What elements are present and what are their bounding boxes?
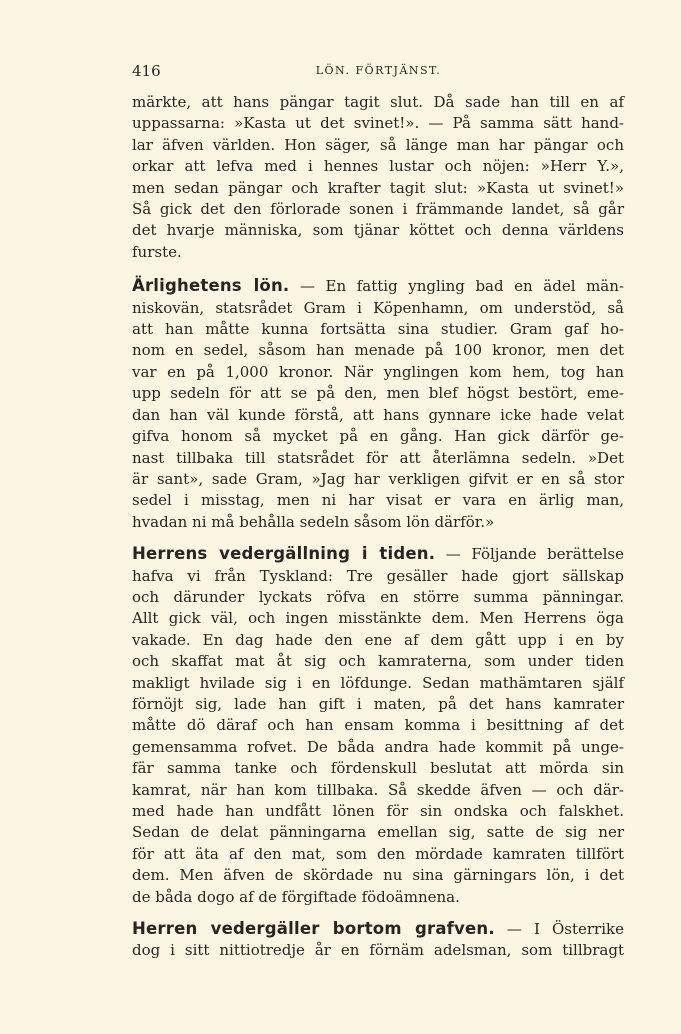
running-head: LÖN. FÖRTJÄNST. bbox=[315, 64, 442, 77]
text-line: dog i sitt nittiotredje år en förnäm adelsman, som tillbragt bbox=[132, 941, 624, 960]
text-line: nom en sedel, såsom han menade på 100 kronor, men det bbox=[132, 341, 624, 360]
section-first-line bbox=[132, 275, 624, 297]
page-header bbox=[132, 62, 625, 84]
text-line: Sedan de delat pänningarna emellan sig, satte de sig ner bbox=[132, 823, 624, 842]
text-line: märkte, att hans pängar tagit slut. Då sade han till en af bbox=[132, 93, 624, 111]
text-line: Allt gick väl, och ingen misstänkte dem. Men Herrens öga bbox=[132, 609, 624, 628]
page-number: 416 bbox=[132, 62, 161, 80]
section-herrens-vedergallning bbox=[132, 543, 624, 908]
text-line: och därunder lyckats röfva en större summa pänningar. bbox=[132, 587, 624, 606]
text-line: sedel i misstag, men ni har visat er vara en ärlig man, bbox=[132, 491, 624, 510]
text-line: och skaffat mat åt sig och kamraterna, som under tiden bbox=[132, 652, 624, 671]
section-heading: Ärlighetens lön. bbox=[132, 276, 290, 296]
text-line: gifva honom så mycket på en gång. Han gick därför ge- bbox=[132, 427, 624, 446]
text-line: dem. Men äfven de skördade nu sina gärningars lön, i det bbox=[132, 866, 624, 885]
text-line: för att äta af den mat, som den mördade kamraten tillfört bbox=[132, 844, 624, 863]
text-run: — I Österrike bbox=[506, 920, 624, 939]
text-line: Så gick det den förlorade sonen i främmande landet, så går bbox=[132, 200, 624, 219]
text-line: förnöjt sig, lade han gift i maten, på det hans kamrater bbox=[132, 694, 624, 713]
section-heading: Herrens vedergällning i tiden. bbox=[132, 544, 436, 564]
text-line: var en på 1,000 kronor. När ynglingen kom hem, tog han bbox=[132, 362, 624, 381]
text-line: upp sedeln för att se på den, men blef högst bestört, eme- bbox=[132, 384, 624, 403]
section-first-line bbox=[132, 543, 624, 565]
text-line: dan han väl kunde förstå, att hans gynnare icke hade velat bbox=[132, 405, 624, 424]
text-line: gemensamma rofvet. De båda andra hade kommit på unge- bbox=[132, 737, 624, 756]
text-line: men sedan pängar och krafter tagit slut: »Kasta ut svinet!» bbox=[132, 178, 624, 197]
text-run: — En fattig yngling bad en ädel män- bbox=[299, 277, 624, 296]
text-line: det hvarje människa, som tjänar köttet och denna världens bbox=[132, 221, 624, 240]
section-herren-vedergaller bbox=[132, 918, 624, 962]
section-arlighetens-lon bbox=[132, 275, 624, 533]
text-line: att han måtte kunna fortsätta sina studier. Gram gaf ho- bbox=[132, 320, 624, 339]
text-line: niskovän, statsrådet Gram i Köpenhamn, om understöd, så bbox=[132, 298, 624, 317]
text-line: nast tillbaka till statsrådet för att återlämna sedeln. »Det bbox=[132, 448, 624, 467]
text-line: hafva vi från Tyskland: Tre gesäller hade gjort sällskap bbox=[132, 566, 624, 585]
body-text bbox=[132, 92, 624, 962]
text-line: uppassarna: »Kasta ut det svinet!». — På samma sätt hand- bbox=[132, 114, 624, 133]
text-line: är sant», sade Gram, »Jag har verkligen gifvit er en så stor bbox=[132, 469, 624, 488]
text-line: furste. bbox=[132, 242, 182, 261]
text-line: lar äfven världen. Hon säger, så länge man har pängar och bbox=[132, 135, 624, 154]
text-line: orkar att lefva med i hennes lustar och nöjen: »Herr Y.», bbox=[132, 157, 624, 176]
text-line: med hade han undfått lönen för sin ondska och falskhet. bbox=[132, 802, 624, 820]
text-line: kamrat, när han kom tillbaka. Så skedde äfven — och där- bbox=[132, 780, 624, 799]
text-run: — Följande berättelse bbox=[445, 545, 624, 564]
text-line: hvadan ni må behålla sedeln såsom lön därför.» bbox=[132, 512, 495, 531]
text-line: måtte dö däraf och han ensam komma i besittning af det bbox=[132, 716, 624, 735]
section-heading: Herren vedergäller bortom grafven. bbox=[132, 919, 495, 939]
paragraph-1 bbox=[132, 92, 624, 263]
section-first-line bbox=[132, 918, 624, 940]
text-line: fär samma tanke och fördenskull beslutat att mörda sin bbox=[132, 759, 624, 778]
text-line: vakade. En dag hade den ene af dem gått upp i en by bbox=[132, 630, 624, 649]
text-line: de båda dogo af de förgiftade födoämnena. bbox=[132, 887, 460, 906]
text-line: makligt hvilade sig i en löfdunge. Sedan mathämtaren själf bbox=[132, 673, 624, 692]
